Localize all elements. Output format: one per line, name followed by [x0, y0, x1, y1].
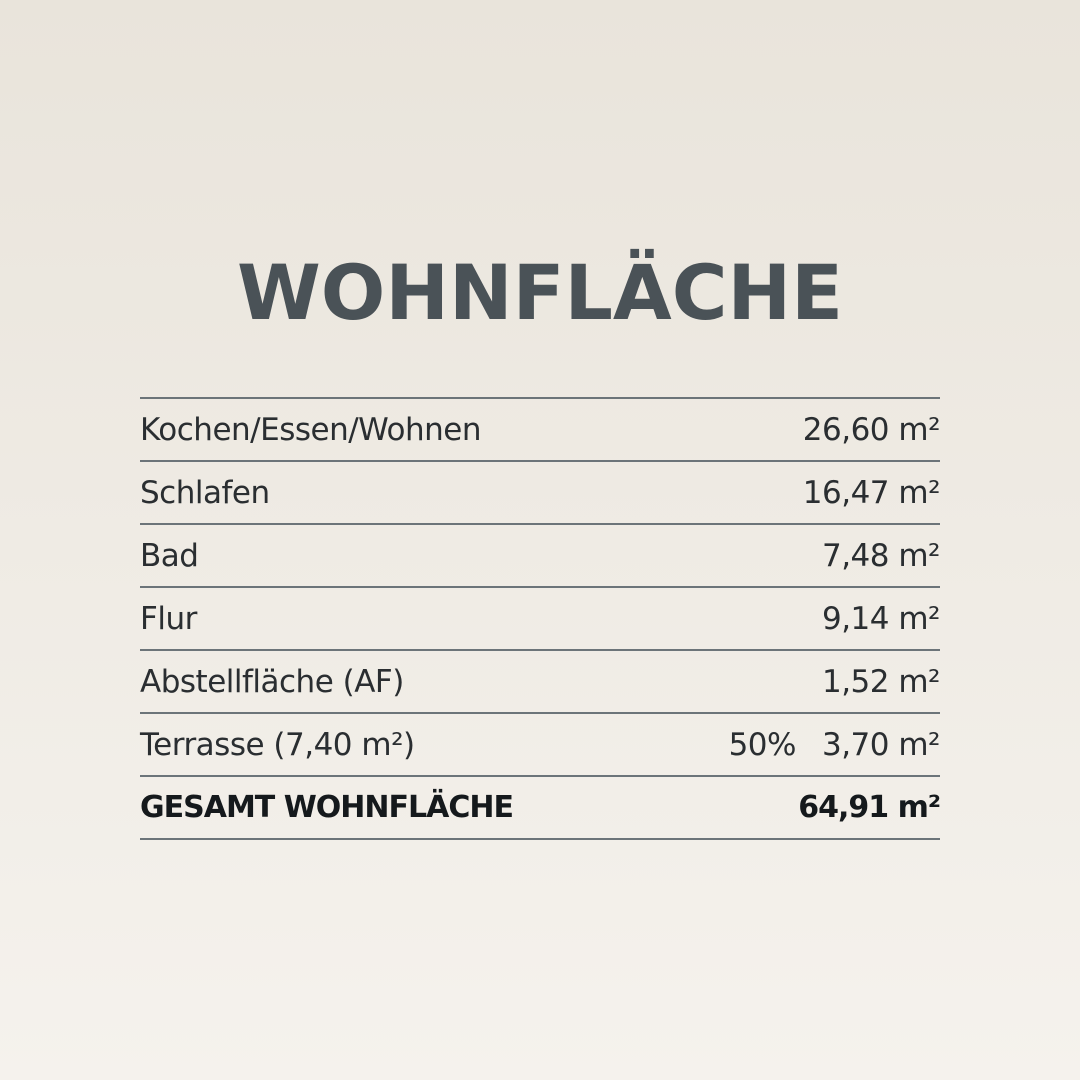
row-label: Schlafen [140, 474, 270, 511]
table-row [140, 399, 940, 462]
row-value: 16,47 m² [802, 474, 940, 511]
table-row [140, 651, 940, 714]
table-row [140, 525, 940, 588]
row-percent: 50% [728, 726, 796, 763]
total-label: GESAMT WOHNFLÄCHE [140, 790, 513, 825]
total-row [140, 777, 940, 840]
row-label: Terrasse (7,40 m²) [140, 726, 415, 763]
table-row [140, 714, 940, 777]
row-value: 7,48 m² [821, 537, 940, 574]
row-value: 3,70 m² [821, 726, 940, 763]
row-label: Bad [140, 537, 199, 574]
page-title: WOHNFLÄCHE [236, 248, 844, 337]
table-row [140, 588, 940, 651]
total-value: 64,91 m² [798, 790, 940, 825]
row-label: Flur [140, 600, 197, 637]
row-label: Kochen/Essen/Wohnen [140, 411, 481, 448]
row-label: Abstellfläche (AF) [140, 663, 404, 700]
row-value: 9,14 m² [821, 600, 940, 637]
area-table [140, 397, 940, 840]
row-value: 1,52 m² [821, 663, 940, 700]
row-value: 26,60 m² [802, 411, 940, 448]
table-row [140, 462, 940, 525]
